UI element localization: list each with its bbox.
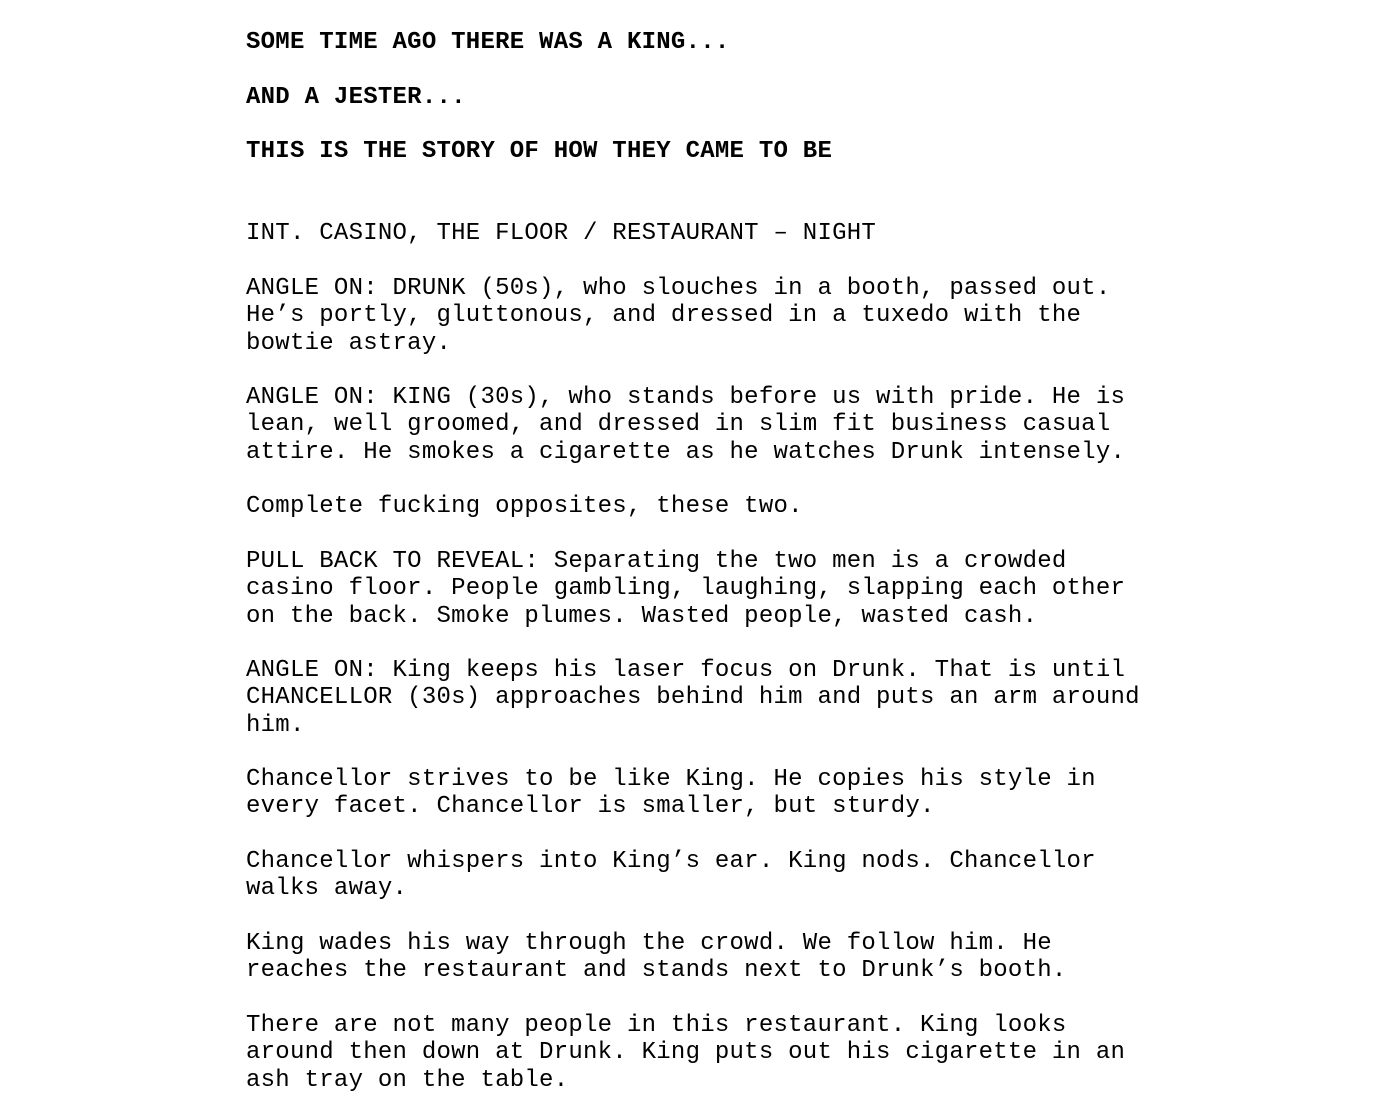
action-paragraph-3: [246, 493, 803, 520]
action-line: PULL BACK TO REVEAL: Separating the two men is a crowded: [246, 548, 1067, 575]
intro-line-2: AND A JESTER...: [246, 84, 466, 111]
action-line: bowtie astray.: [246, 329, 452, 357]
action-line: Complete fucking opposites, these two.: [246, 493, 803, 520]
action-paragraph-6: [246, 766, 1096, 821]
intro-line-1: SOME TIME AGO THERE WAS A KING...: [246, 29, 730, 56]
action-paragraph-9: [246, 1012, 1125, 1094]
action-line: Chancellor strives to be like King. He copies his style in: [246, 766, 1096, 793]
action-paragraph-7: [246, 848, 1096, 903]
action-paragraph-4: [246, 548, 1125, 630]
action-line: reaches the restaurant and stands next to Drunk’s booth.: [246, 957, 1067, 985]
action-line: walks away.: [246, 875, 408, 903]
action-line: lean, well groomed, and dressed in slim fit business casual: [246, 411, 1111, 439]
action-line: CHANCELLOR (30s) approaches behind him and puts an arm around: [246, 684, 1140, 712]
action-paragraph-1: [246, 275, 1111, 357]
action-line: ash tray on the table.: [246, 1066, 569, 1094]
action-line: King wades his way through the crowd. We follow him. He: [246, 930, 1052, 957]
action-line: There are not many people in this restaurant. King looks: [246, 1012, 1067, 1039]
action-line: ANGLE ON: DRUNK (50s), who slouches in a booth, passed out.: [246, 275, 1111, 302]
action-paragraph-2: [246, 384, 1125, 466]
action-line: on the back. Smoke plumes. Wasted people, wasted cash.: [246, 602, 1038, 630]
action-paragraph-8: [246, 930, 1067, 985]
intro-line-3: THIS IS THE STORY OF HOW THEY CAME TO BE: [246, 138, 833, 165]
action-line: ANGLE ON: King keeps his laser focus on Drunk. That is until: [246, 657, 1126, 684]
scene-heading: INT. CASINO, THE FLOOR / RESTAURANT – NIGHT: [246, 220, 877, 247]
action-paragraph-5: [246, 657, 1140, 739]
action-line: ANGLE ON: KING (30s), who stands before us with pride. He is: [246, 384, 1126, 411]
action-line: Chancellor whispers into King’s ear. King nods. Chancellor: [246, 848, 1096, 875]
action-line: casino floor. People gambling, laughing, slapping each other: [246, 575, 1126, 603]
action-line: every facet. Chancellor is smaller, but sturdy.: [246, 793, 935, 821]
action-line: He’s portly, gluttonous, and dressed in a tuxedo with the: [246, 302, 1082, 330]
action-line: him.: [246, 711, 305, 739]
action-line: attire. He smokes a cigarette as he watches Drunk intensely.: [246, 438, 1126, 466]
action-line: around then down at Drunk. King puts out his cigarette in an: [246, 1039, 1126, 1067]
